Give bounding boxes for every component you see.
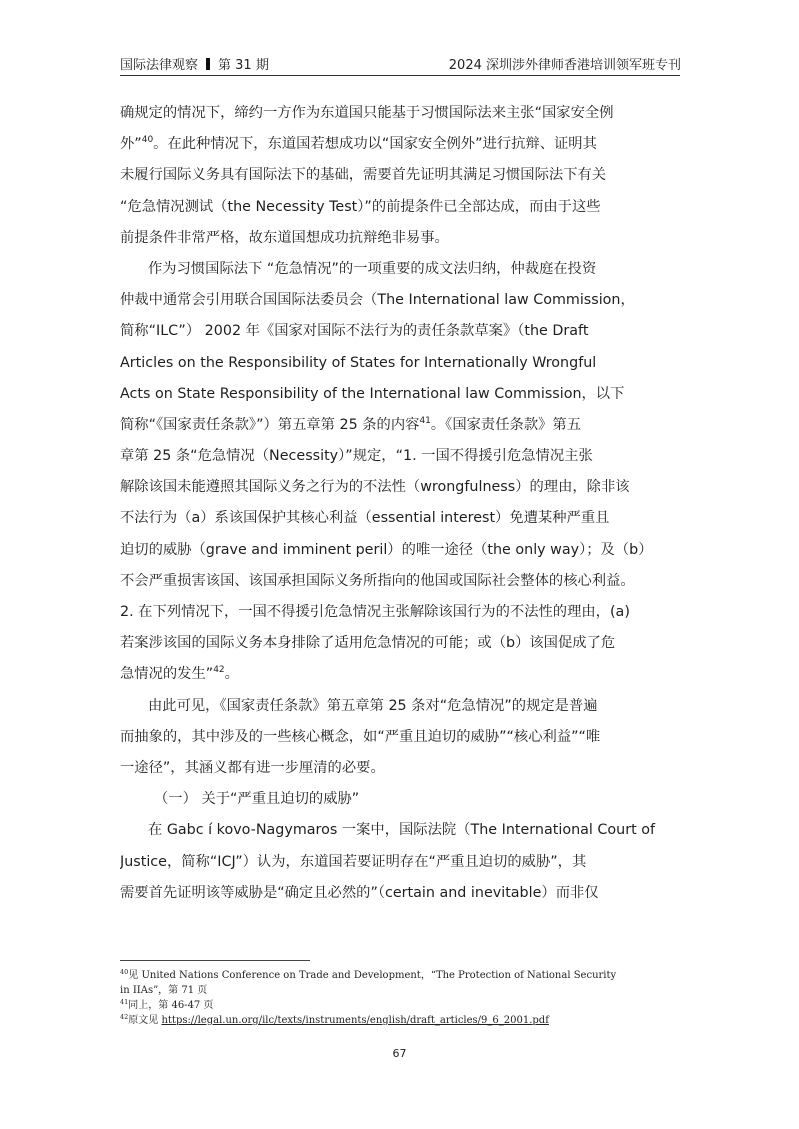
footnotes xyxy=(120,968,685,1028)
page-number: 67 xyxy=(392,1047,407,1060)
issue-number: 第 31 期 xyxy=(218,58,269,73)
header-separator xyxy=(206,58,210,70)
paragraph-line: 一途径”，其涵义都有进一步厘清的必要。 xyxy=(120,759,385,776)
paragraph-line: Justice，简称“ICJ”）认为，东道国若要证明存在“严重且迫切的威胁”，其 xyxy=(120,853,587,870)
paragraph-line: 仲裁中通常会引用联合国国际法委员会（The International law Commission， xyxy=(120,292,635,309)
footnote-ref[interactable]: 41 xyxy=(419,415,431,426)
paragraph-line: 简称“《国家责任条款》”）第五章第 25 条的内容$^{41}$。《国家责任条款》第五 xyxy=(120,415,582,433)
paragraph-line: 2. 在下列情况下，一国不得援引危急情况主张解除该国行为的不法性的理由，(a) xyxy=(120,604,630,620)
paragraph-line: 简称“ILC”） 2002 年《国家对国际不法行为的责任条款草案》（the Draft xyxy=(120,323,589,340)
footnote-separator xyxy=(120,960,310,961)
header-rule xyxy=(120,75,680,76)
paragraph-line: 确规定的情况下，缔约一方作为东道国只能基于习惯国际法来主张“国家安全例 xyxy=(120,105,614,121)
paragraph-line: 前提条件非常严格，故东道国想成功抗辩绝非易事。 xyxy=(120,229,449,246)
footnote-number: 42 xyxy=(120,1013,129,1021)
paragraph-line: 不法行为（a）系该国保护其核心利益（essential interest）免遭某种严重且 xyxy=(120,510,610,527)
paragraph-line: 需要首先证明该等威胁是“确定且必然的”（certain and inevitable）而非仅 xyxy=(120,884,599,901)
footnote-continuation: in IIAs”，第 71 页 xyxy=(120,985,208,996)
paragraph-line: 解除该国未能遵照其国际义务之行为的不法性（wrongfulness）的理由，除非该 xyxy=(120,479,630,496)
paragraph-line: Acts on State Responsibility of the International law Commission，以下 xyxy=(120,385,625,402)
paragraph-line: 而抽象的，其中涉及的一些核心概念，如“严重且迫切的威胁”“核心利益”“唯 xyxy=(120,728,601,745)
footnote: $^{41}$同上，第 46-47 页 xyxy=(120,998,214,1011)
paragraph-line: 由此可见，《国家责任条款》第五章第 25 条对“危急情况”的规定是普遍 xyxy=(148,697,598,714)
running-header-left xyxy=(120,54,269,73)
footnote: $^{42}$原文见 https://legal.un.org/ilc/texts/instruments/english/draft_articles/9_6_2001.pdf xyxy=(120,1013,549,1026)
footnote: $^{40}$见 United Nations Conference on Trade and Development，“The Protection of National Security xyxy=(120,968,617,981)
paragraph-line: 未履行国际义务具有国际法下的基础，需要首先证明其满足习惯国际法下有关 xyxy=(120,167,607,184)
paragraph-line: 急情况的发生”$^{42}$。 xyxy=(120,665,239,683)
paragraph-line: 章第 25 条“危急情况（Necessity）”规定，“1. 一国不得援引危急情况主张 xyxy=(120,448,593,465)
section-heading: （一） 关于“严重且迫切的威胁” xyxy=(154,791,360,808)
running-header-right: 2024 深圳涉外律师香港培训领军班专刊 xyxy=(448,58,681,73)
footnote-number: 40 xyxy=(120,968,129,976)
paragraph-line: Articles on the Responsibility of States for Internationally Wrongful xyxy=(120,354,597,371)
source-link[interactable]: https://legal.un.org/ilc/texts/instruments/english/draft_articles/9_6_2001.pdf xyxy=(161,1015,549,1026)
paragraph-line: 作为习惯国际法下 “危急情况”的一项重要的成文法归纳，仲裁庭在投资 xyxy=(148,260,597,277)
paragraph-line: 若案涉该国的国际义务本身排除了适用危急情况的可能；或（b）该国促成了危 xyxy=(120,635,616,652)
footnote-ref[interactable]: 42 xyxy=(213,665,225,676)
paragraph-line: 在 Gabc í kovo-Nagymaros 一案中，国际法院（The International Court of xyxy=(148,822,656,839)
paragraph-line: 迫切的威胁（grave and imminent peril）的唯一途径（the only way）；及（b） xyxy=(120,541,653,558)
paragraph-line: “危急情况测试（the Necessity Test）”的前提条件已全部达成，而由于这些 xyxy=(120,198,601,215)
paragraph-line: 外”$^{40}$。在此种情况下，东道国若想成功以“国家安全例外”进行抗辩、证明其 xyxy=(120,135,597,153)
footnote-number: 41 xyxy=(120,998,129,1006)
journal-title: 国际法律观察 xyxy=(120,58,199,73)
body-text xyxy=(120,98,682,909)
footnote-ref[interactable]: 40 xyxy=(141,135,154,146)
paragraph-line: 不会严重损害该国、该国承担国际义务所指向的他国或国际社会整体的核心利益。 xyxy=(120,572,635,589)
